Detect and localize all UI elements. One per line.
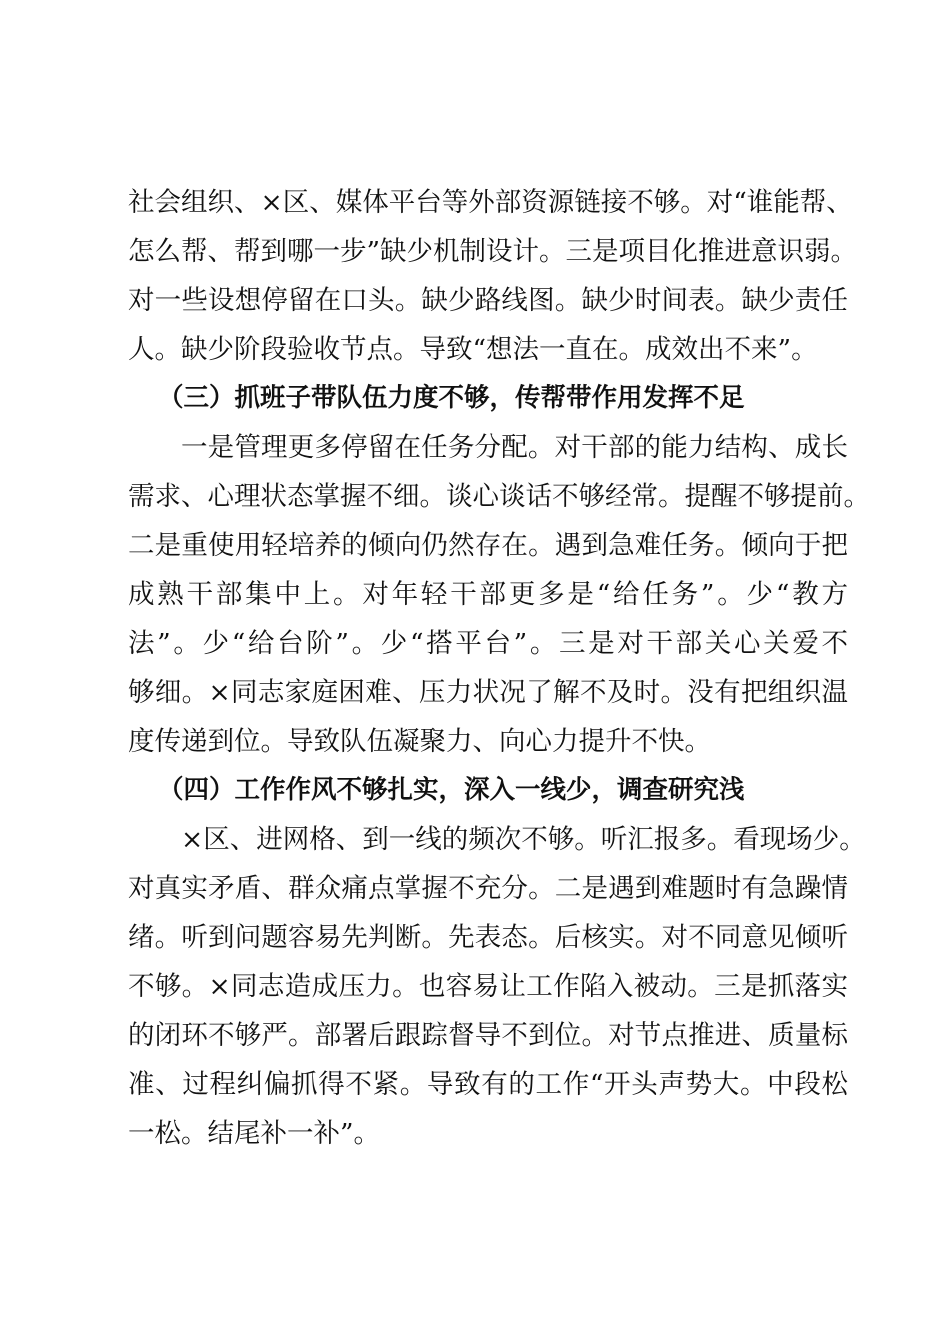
text-line: 需求、心理状态掌握不细。谈心谈话不够经常。提醒不够提前。 — [128, 481, 870, 512]
text-line: 的闭环不够严。部署后跟踪督导不到位。对节点推进、质量标 — [128, 1020, 848, 1051]
text-line: 法”。少“给台阶”。少“搭平台”。三是对干部关心关爱不 — [128, 628, 848, 659]
text-line: 一松。结尾补一补”。 — [128, 1118, 381, 1149]
document-body — [128, 178, 870, 1158]
section-heading: （三）抓班子带队伍力度不够，传帮带作用发挥不足 — [158, 383, 745, 413]
text-line: 人。缺少阶段验收节点。导致“想法一直在。成效出不来”。 — [128, 334, 818, 365]
section-heading: （四）工作作风不够扎实，深入一线少，调查研究浅 — [158, 775, 745, 805]
text-line: 够细。×同志家庭困难、压力状况了解不及时。没有把组织温 — [128, 677, 848, 708]
text-line: 不够。×同志造成压力。也容易让工作陷入被动。三是抓落实 — [128, 971, 848, 1002]
text-line: 准、过程纠偏抓得不紧。导致有的工作“开头声势大。中段松 — [128, 1069, 848, 1100]
text-line: 绪。听到问题容易先判断。先表态。后核实。对不同意见倾听 — [128, 922, 848, 953]
text-line: 对一些设想停留在口头。缺少路线图。缺少时间表。缺少责任 — [128, 285, 848, 316]
text-line: 度传递到位。导致队伍凝聚力、向心力提升不快。 — [128, 726, 711, 757]
text-line: 二是重使用轻培养的倾向仍然存在。遇到急难任务。倾向于把 — [128, 530, 848, 561]
text-line: 对真实矛盾、群众痛点掌握不充分。二是遇到难题时有急躁情 — [128, 873, 848, 904]
paragraph-first-line: 一是管理更多停留在任务分配。对干部的能力结构、成长 — [181, 432, 848, 463]
text-line: 成熟干部集中上。对年轻干部更多是“给任务”。少“教方 — [128, 579, 848, 610]
text-line: 社会组织、×区、媒体平台等外部资源链接不够。对“谁能帮、 — [128, 187, 853, 218]
paragraph-first-line: ×区、进网格、到一线的频次不够。听汇报多。看现场少。 — [181, 824, 866, 855]
text-line: 怎么帮、帮到哪一步”缺少机制设计。三是项目化推进意识弱。 — [128, 236, 858, 267]
